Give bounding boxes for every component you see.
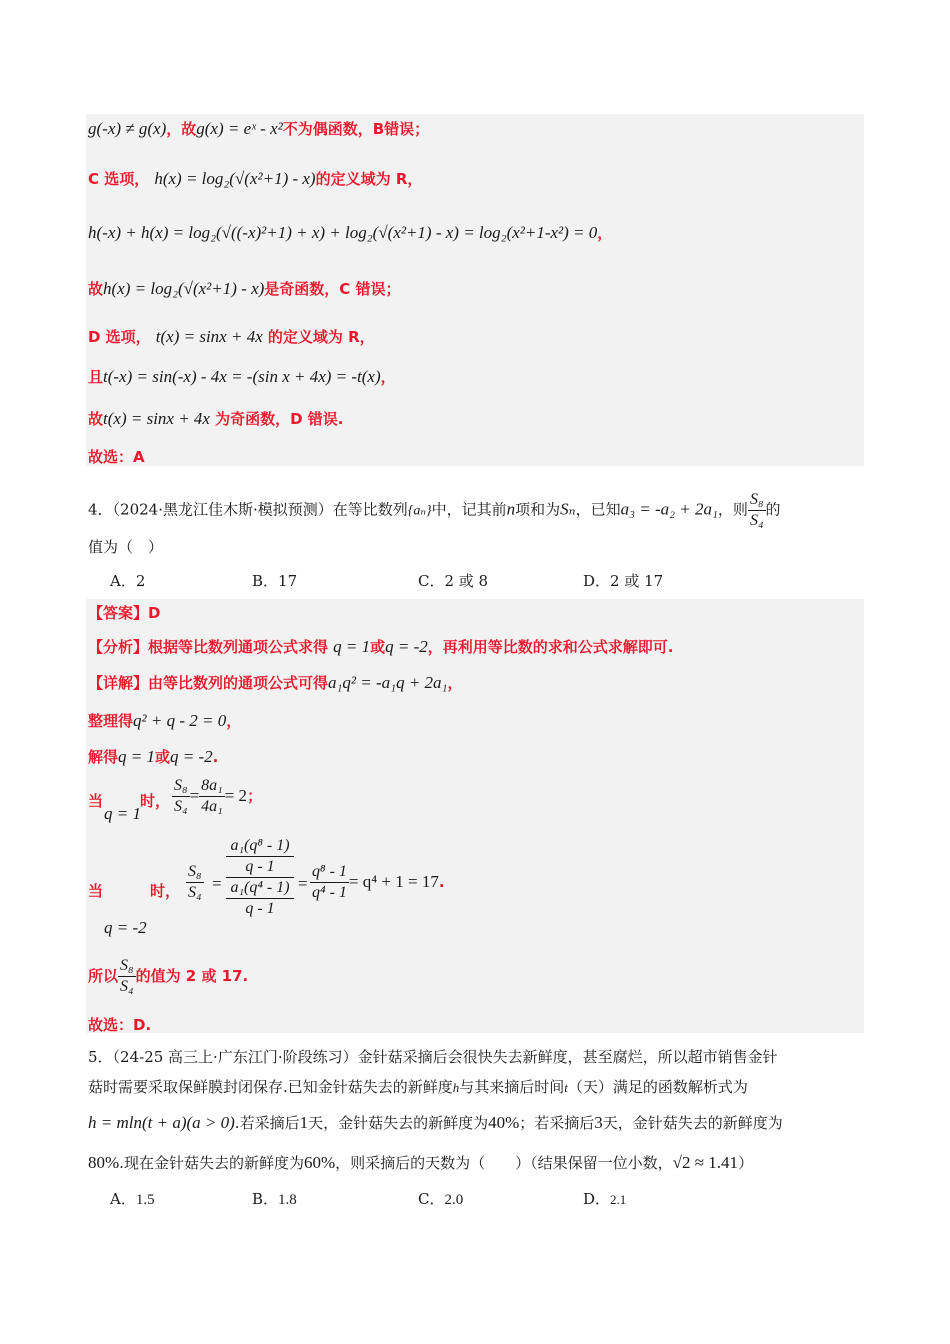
text: 【分析】根据等比数列通项公式求得 [88, 638, 329, 656]
option-value: 1.5 [135, 1192, 155, 1208]
fraction [186, 862, 204, 903]
text: 当 [88, 792, 104, 810]
text: 时， [140, 792, 171, 810]
q4-case-q2-cond [104, 918, 147, 938]
math-expr: = q⁴ + 1 = 17 [348, 872, 439, 891]
math-expr: q = 1 [104, 804, 141, 823]
q3-sol-line-1 [88, 118, 429, 140]
frac-top [226, 836, 294, 878]
q4-case-q2 [88, 880, 103, 901]
q4-case-q1-expr [172, 776, 262, 817]
text: 时， [150, 882, 181, 900]
math-expr: t [564, 1080, 568, 1095]
denominator: S₄ [120, 978, 134, 995]
q4-case-q2-when [150, 880, 180, 901]
text: 【详解】由等比数列的通项公式可得 [88, 674, 329, 692]
text: ，再利用等比数的求和公式求解即可. [427, 638, 674, 656]
q3-sol-line-4 [88, 278, 401, 300]
math-expr: 40% [488, 1113, 520, 1132]
text: ，已知 [575, 500, 621, 519]
q4-conclusion [88, 956, 248, 997]
math-expr: = [298, 874, 308, 893]
text: 的值为 2 或 17. [135, 967, 249, 985]
math-expr: q = -2 [104, 918, 147, 937]
math-expr: q = -2 [385, 637, 428, 656]
math-expr: h(-x) + h(x) = log₂(√((-x)²+1) + x) + log₂(√(x²+1) - x) = log₂(x²+1-x²) = 0 [88, 223, 598, 242]
math-expr: √2 ≈ 1.41 [672, 1153, 739, 1172]
text: 故选：A [88, 448, 145, 466]
numerator: S₈ [748, 490, 766, 511]
fraction [199, 776, 225, 817]
q4-step-simplify [88, 710, 241, 732]
text: ， [380, 368, 396, 386]
q4-stem-line-1 [88, 490, 781, 531]
denominator: 4a₁ [201, 798, 223, 815]
option-label: A． [110, 1190, 136, 1208]
math-expr: {aₙ} [407, 503, 432, 519]
text: 4．（2024·黑龙江佳木斯·模拟预测）在等比数列 [88, 500, 408, 519]
q4-step-solve [88, 746, 218, 768]
text: ，故 [166, 120, 197, 138]
text: （天）满足的函数解析式为 [567, 1078, 748, 1096]
text: ） [738, 1154, 754, 1172]
math-expr: 80% [88, 1153, 120, 1172]
text: 的 [765, 500, 781, 519]
denominator: q - 1 [245, 900, 275, 917]
text: 且 [88, 368, 104, 386]
q4-final [88, 1014, 151, 1036]
denominator: q⁴ - 1 [312, 884, 347, 901]
text: 所以 [88, 967, 119, 985]
text: 或 [370, 638, 386, 656]
q4-answer [88, 602, 160, 624]
q4-option-c[interactable]: C．2 或 8 [418, 572, 489, 590]
q4-case-q1-when [140, 790, 170, 811]
option-label: C． [418, 1190, 445, 1208]
text: ， [447, 674, 463, 692]
text: ， [226, 712, 242, 730]
q5-option-d[interactable] [583, 1188, 626, 1209]
numerator: q⁸ - 1 [310, 862, 349, 883]
text: ， [597, 224, 613, 242]
text: 值为（ ） [88, 538, 164, 556]
text: 中，记其前 [431, 500, 507, 519]
q3-sol-line-8 [88, 446, 145, 468]
q4-detail [88, 672, 462, 694]
text: 与其来摘后时间 [459, 1078, 565, 1096]
math-expr: 60% [303, 1153, 336, 1172]
q4-option-d[interactable]: D．2 或 17 [583, 572, 664, 590]
q5-option-b[interactable] [252, 1188, 297, 1209]
option-value: 1.8 [278, 1192, 297, 1208]
numerator: a₁(q⁴ - 1) [226, 878, 294, 899]
math-expr: 3 [594, 1113, 603, 1132]
math-expr: h [452, 1080, 460, 1095]
text: . [212, 748, 219, 766]
math-expr: h(x) = log₂(√(x²+1) - x) [103, 279, 265, 298]
q5-stem-line-4 [88, 1152, 753, 1174]
math-expr: h(x) = log₂(√(x²+1) - x) [154, 169, 316, 188]
text: ；若采摘后 [519, 1114, 595, 1132]
q4-option-a[interactable]: A．2 [110, 572, 146, 590]
option-value: 2.1 [610, 1192, 627, 1207]
q3-sol-line-7 [88, 408, 343, 430]
math-expr: h = mln(t + a)(a > 0) [88, 1113, 235, 1132]
q3-sol-line-2 [88, 168, 422, 190]
text: . [438, 873, 445, 891]
text: ，则采摘后的天数为（ ）（结果保留一位小数， [335, 1154, 673, 1172]
q4-case-q1-cond [104, 804, 141, 824]
numerator: S₈ [172, 776, 190, 797]
numerator: S₈ [186, 862, 204, 883]
math-expr: = [212, 874, 222, 893]
q5-stem-line-2 [88, 1076, 748, 1099]
text: 当 [88, 882, 104, 900]
math-expr: q = 1 [118, 747, 155, 766]
q5-option-c[interactable] [418, 1188, 463, 1209]
option-label: D． [583, 1190, 611, 1208]
text: C 选项， [88, 170, 150, 188]
q4-case-q2-complex-frac [226, 836, 294, 919]
text: 【答案】D [88, 604, 161, 622]
text: .若采摘后 [234, 1114, 300, 1132]
q3-sol-line-6 [88, 366, 396, 388]
text: 不为偶函数，B错误； [282, 120, 430, 138]
text: 故 [88, 280, 104, 298]
text: 的定义域为 R， [315, 170, 423, 188]
math-expr: g(x) = eˣ - x² [196, 119, 283, 138]
math-expr: q = 1 [333, 637, 371, 656]
math-expr: = 2 [224, 786, 248, 805]
q3-sol-line-3 [88, 222, 612, 244]
math-expr: n [506, 499, 516, 519]
equals-sign [298, 874, 308, 894]
math-expr: a₃ = -a₂ + 2a₁ [620, 499, 718, 519]
math-expr: q² + q - 2 = 0 [133, 711, 227, 730]
q4-analysis [88, 636, 673, 658]
q4-stem-line-2 [88, 536, 163, 558]
denominator: q - 1 [226, 857, 294, 878]
fraction [118, 956, 136, 997]
text: 故 [88, 410, 104, 428]
text: 天，金针菇失去的新鲜度为 [602, 1114, 783, 1132]
q4-case-q2-frac1 [186, 862, 204, 903]
q3-sol-line-5 [88, 326, 375, 348]
text: 的定义域为 R， [267, 328, 375, 346]
text: 整理得 [88, 712, 134, 730]
text: 5．（24-25 高三上·广东江门·阶段练习）金针菇采摘后会很快失去新鲜度，甚至腐烂，所以超市销售金针 [88, 1048, 778, 1066]
text: 故选：D. [88, 1016, 152, 1034]
q5-stem-line-1 [88, 1046, 778, 1068]
math-expr: a₁q² = -a₁q + 2a₁ [328, 673, 448, 692]
option-label: B． [252, 1190, 279, 1208]
text: 天，金针菇失去的新鲜度为 [308, 1114, 489, 1132]
q4-case-q2-expr [310, 862, 445, 903]
text: 项和为 [515, 500, 561, 519]
math-expr: g(-x) ≠ g(x) [88, 119, 167, 138]
math-expr: t(x) = sinx + 4x [103, 409, 210, 428]
frac-bottom [226, 878, 294, 919]
option-value: 2.0 [444, 1192, 464, 1208]
q4-case-q1 [88, 790, 103, 811]
denominator: S₄ [188, 884, 202, 901]
text: .现在金针菇失去的新鲜度为 [119, 1154, 304, 1172]
numerator: a₁(q⁸ - 1) [226, 836, 294, 857]
math-expr: 1 [299, 1113, 309, 1132]
q5-option-a[interactable] [110, 1188, 155, 1209]
text: D 选项， [88, 328, 151, 346]
numerator: S₈ [118, 956, 136, 977]
fraction [172, 776, 190, 817]
math-expr: t(x) = sinx + 4x [155, 327, 263, 346]
fraction-s8-s4 [748, 490, 766, 531]
denominator: S₄ [174, 798, 188, 815]
q5-stem-line-3 [88, 1112, 783, 1134]
q4-option-b[interactable]: B．17 [252, 572, 298, 590]
math-expr: Sₙ [560, 499, 576, 519]
equals-sign [212, 874, 222, 894]
denominator: S₄ [749, 512, 764, 529]
text: 为奇函数，D 错误. [215, 410, 344, 428]
text: 解得 [88, 748, 119, 766]
math-expr: q = -2 [170, 747, 213, 766]
text: ； [247, 787, 263, 805]
text: 或 [155, 748, 171, 766]
numerator: 8a₁ [199, 776, 225, 797]
fraction [310, 862, 349, 903]
text: 是奇函数，C 错误； [264, 280, 401, 298]
math-expr: = [189, 786, 200, 805]
text: 菇时需要采取保鲜膜封闭保存.已知金针菇失去的新鲜度 [88, 1078, 453, 1096]
text: ，则 [717, 500, 748, 519]
math-expr: t(-x) = sin(-x) - 4x = -(sin x + 4x) = -t(x) [103, 367, 381, 386]
